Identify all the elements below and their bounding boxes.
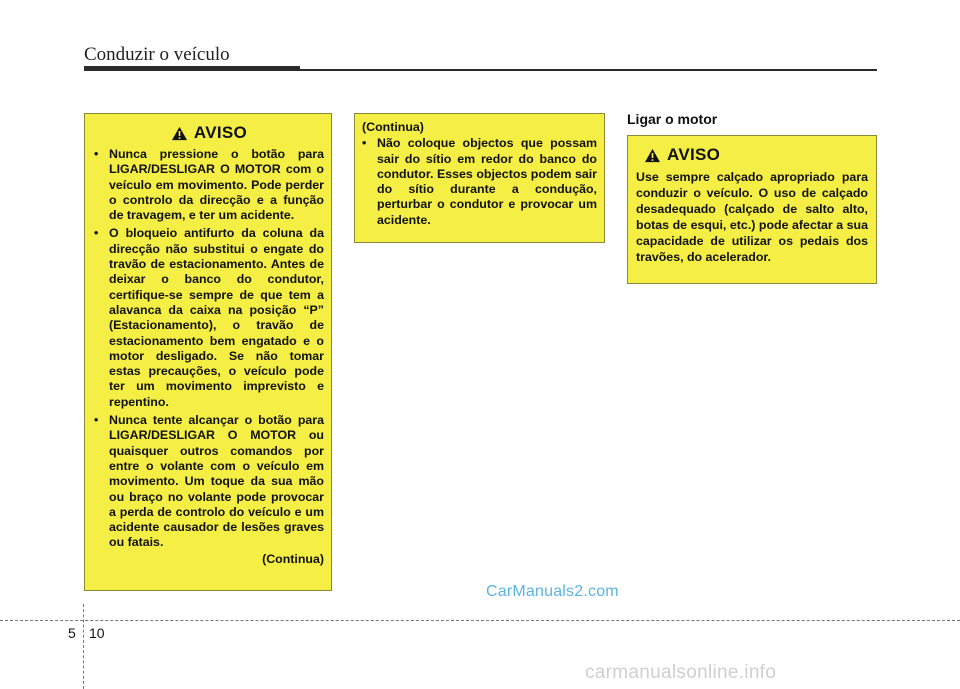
warning-box-1	[84, 113, 332, 591]
aviso-heading	[636, 145, 868, 165]
list-item: • Não coloque objectos que possam sair do sítio em redor do banco do condutor. Esses objectos podem sair do sítio durante a condução, perturbar o condutor e provocar um acidente.	[362, 136, 597, 227]
warning-box-2	[354, 113, 605, 243]
aviso-heading	[94, 123, 324, 143]
warning-triangle-icon	[644, 148, 661, 163]
warning-triangle-icon	[171, 126, 188, 141]
page-header-title: Conduzir o veículo	[84, 44, 230, 65]
warning-bullet-list	[362, 136, 597, 228]
footer-watermark: carmanualsonline.info	[585, 662, 777, 683]
list-item: • O bloqueio antifurto da coluna da direcção não substitui o engate do travão de estacionamento. Antes de deixar o banco do condutor, certifique-se sempre de que tem a alavanca da caixa na posição “P” (Estacionamento), o travão de estacionamento bem engatado e o motor desligado. Se não tomar estas precauções, o veículo pode ter um movimento imprevisto e repentino.	[94, 226, 324, 409]
aviso-label: AVISO	[193, 123, 248, 142]
warning-bullet-list	[94, 147, 324, 551]
page-number: 10	[89, 625, 105, 641]
header-rule-thick	[84, 66, 300, 71]
section-heading: Ligar o motor	[627, 111, 718, 127]
header-rule-thin	[300, 69, 877, 71]
aviso-label: AVISO	[667, 145, 721, 164]
footer-divider	[0, 620, 960, 621]
continued-label: (Continua)	[362, 120, 424, 134]
list-item: • Nunca pressione o botão para LIGAR/DESLIGAR O MOTOR com o veículo em movimento. Pode perder o controlo da direcção e a função de travagem, e ter um acidente.	[94, 147, 324, 223]
watermark-link[interactable]: CarManuals2.com	[486, 583, 619, 600]
footer-vertical-divider	[83, 604, 84, 689]
warning-box-3	[627, 135, 877, 284]
continued-label: (Continua)	[262, 551, 324, 566]
warning-text: Use sempre calçado apropriado para conduzir o veículo. O uso de calçado desadequado (calçado de salto alto, botas de esqui, etc.) pode afectar a sua capacidade de utilizar os pedais dos travões, do acelerador.	[636, 170, 868, 264]
list-item: • Nunca tente alcançar o botão para LIGAR/DESLIGAR O MOTOR ou quaisquer outros comandos por entre o volante com o veículo em movimento. Um toque da sua mão ou braço no volante pode provocar a perda de controlo do veículo e um acidente causador de lesões graves ou fatais.	[94, 413, 324, 550]
chapter-number: 5	[68, 625, 76, 641]
